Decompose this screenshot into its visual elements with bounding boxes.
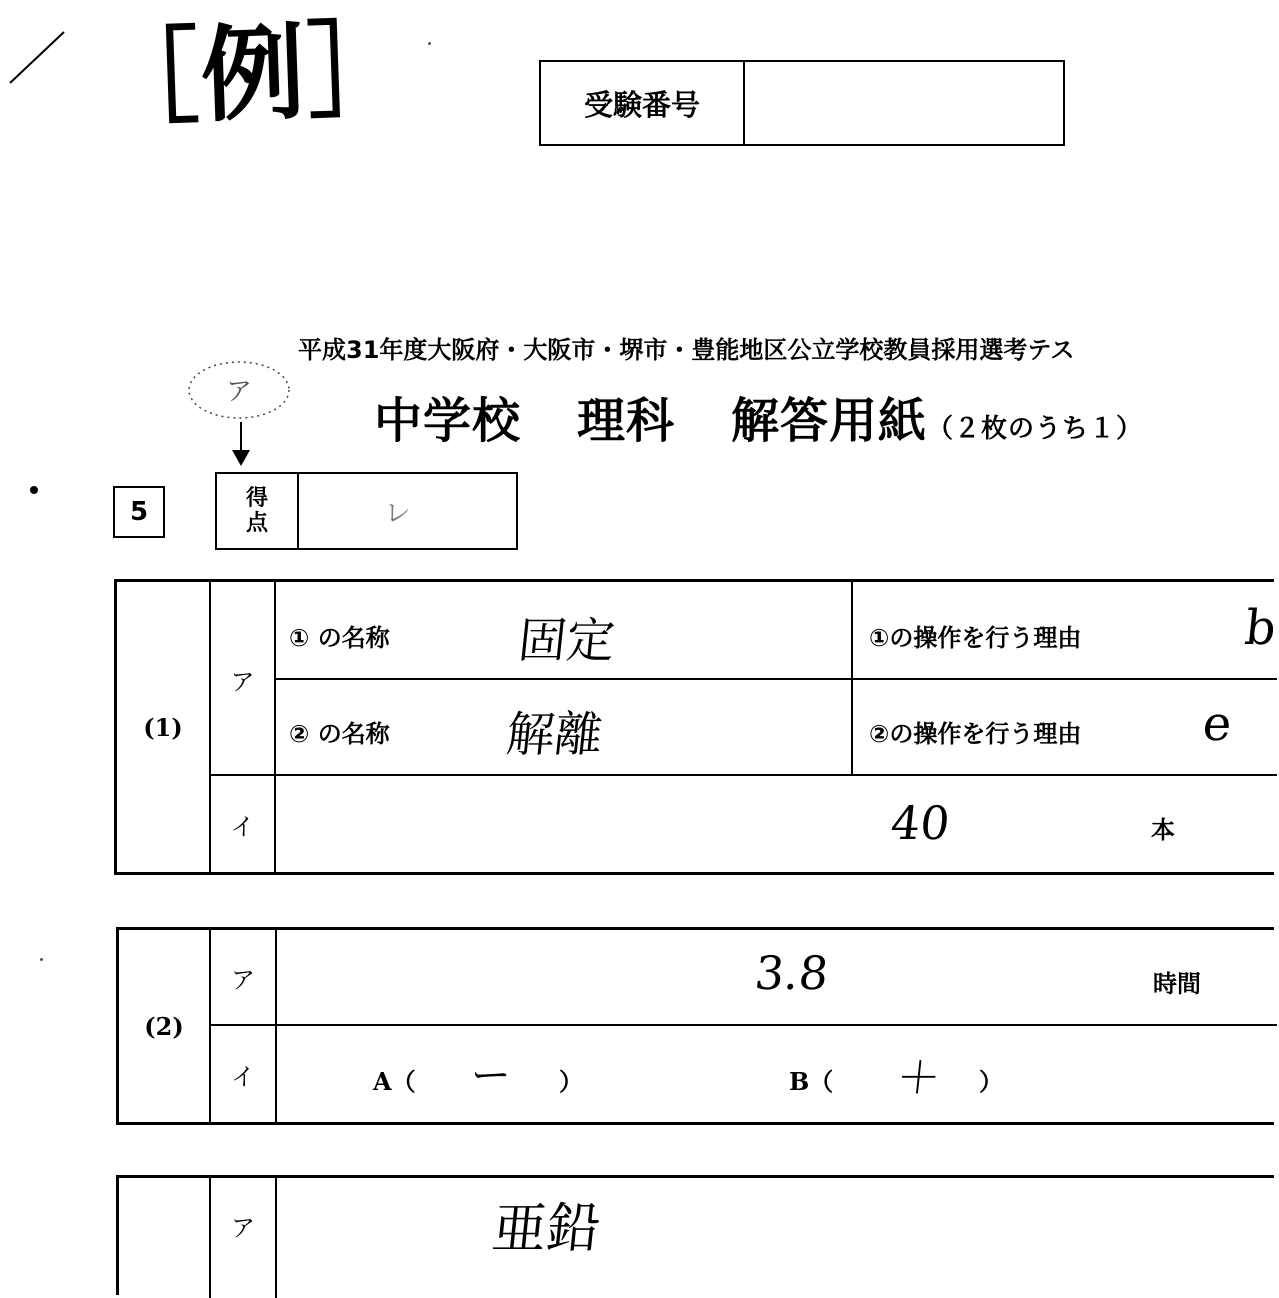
item1-reason-text: の操作を行う理由 — [889, 624, 1082, 652]
item1-reason-label — [869, 618, 1081, 653]
item2-reason-marker: ② — [869, 720, 890, 748]
score-label-top: 得 — [245, 485, 268, 511]
stray-dot — [428, 42, 431, 45]
sub-label-a: ア — [231, 965, 255, 994]
question-label: (1) — [143, 712, 183, 742]
title-sheet: 解答用紙 — [731, 393, 928, 449]
item1-answer[interactable]: 固定 — [515, 613, 618, 669]
score-label — [217, 474, 299, 548]
stray-dot — [40, 958, 43, 961]
item1-name-text: の名称 — [317, 624, 390, 652]
annotation-text: ア — [225, 377, 253, 407]
answer-table-q1 — [114, 579, 1279, 875]
answer-table-q2 — [116, 927, 1274, 1125]
a-answer[interactable]: 3.8 — [752, 946, 831, 1000]
B-answer[interactable]: ＋ — [893, 1053, 944, 1104]
question-number: 5 — [113, 486, 165, 538]
item2-reason-text: の操作を行う理由 — [889, 720, 1082, 748]
item2-marker: ② — [289, 720, 310, 748]
title-subject: 理科 — [577, 393, 676, 449]
score-label-bottom: 点 — [245, 511, 268, 536]
page-title — [374, 382, 1143, 451]
B-label: B（ — [789, 1067, 834, 1096]
sub-label-a: ア — [230, 667, 255, 696]
sub-label-i: イ — [231, 1062, 255, 1091]
a-answer[interactable]: 亜鉛 — [489, 1197, 604, 1260]
stray-dot — [30, 486, 38, 494]
title-school: 中学校 — [374, 393, 522, 449]
example-label: ［例］ — [92, 7, 416, 141]
item2-answer[interactable]: 解離 — [503, 707, 606, 763]
answer-table-q3 — [116, 1175, 1274, 1295]
exam-subtitle: 平成31年度大阪府・大阪市・堺市・豊能地区公立学校教員採用選考テス — [298, 336, 1075, 364]
stray-pen-stroke — [8, 28, 68, 88]
item1-reason-marker: ① — [869, 624, 890, 652]
i-answer[interactable]: 40 — [888, 796, 953, 850]
sub-label-i: イ — [230, 812, 255, 841]
B-close: ） — [979, 1068, 1003, 1096]
i-unit: 本 — [1151, 816, 1175, 844]
exam-number-box — [539, 60, 1065, 146]
item2-reason-label — [869, 714, 1081, 749]
A-close: ） — [559, 1068, 583, 1096]
item1-marker: ① — [289, 624, 310, 652]
A-label: A（ — [373, 1067, 416, 1096]
score-field[interactable]: レ — [384, 498, 411, 529]
a-unit: 時間 — [1153, 970, 1201, 998]
sub-label-a: ア — [231, 1213, 255, 1242]
dotted-circle-annotation — [186, 358, 292, 422]
item1-reason-answer[interactable]: b — [1242, 600, 1279, 656]
arrow-down-icon — [229, 420, 253, 468]
item2-reason-answer[interactable]: e — [1200, 696, 1235, 752]
item1-name-label — [289, 618, 390, 653]
item2-name-text: の名称 — [317, 720, 390, 748]
question-label: (2) — [144, 1011, 184, 1041]
item2-name-label — [289, 714, 390, 749]
score-box — [215, 472, 518, 550]
title-note: （２枚のうち１） — [927, 414, 1144, 444]
A-answer[interactable]: ー — [468, 1053, 514, 1099]
exam-number-field[interactable] — [745, 62, 1063, 144]
exam-number-label: 受験番号 — [541, 62, 745, 144]
